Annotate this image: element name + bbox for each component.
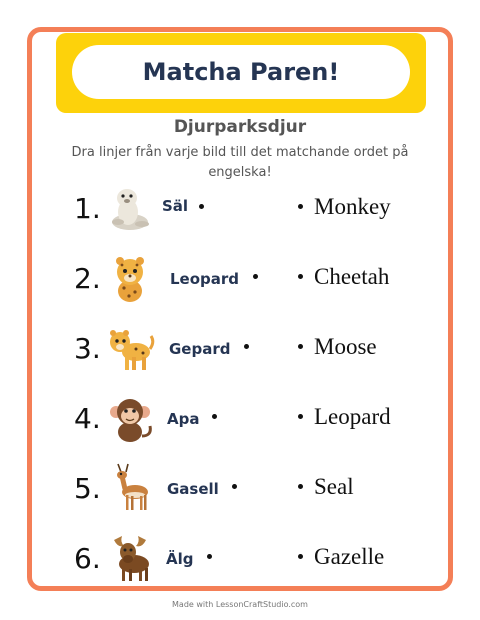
- row-number: 2.: [74, 262, 101, 295]
- english-word: Seal: [314, 474, 354, 499]
- cheetah-icon: [104, 322, 156, 374]
- page-title: Matcha Paren!: [72, 45, 410, 99]
- left-match-dot[interactable]: [253, 274, 258, 279]
- right-match-dot[interactable]: [298, 344, 303, 349]
- match-row-1: [0, 180, 480, 240]
- english-word: Monkey: [314, 194, 391, 219]
- seal-icon: [104, 182, 156, 234]
- swedish-word: Gepard: [169, 340, 231, 358]
- swedish-word: Säl: [162, 197, 189, 215]
- footer-credit: Made with LessonCraftStudio.com: [172, 600, 308, 609]
- english-word: Gazelle: [314, 544, 385, 569]
- left-match-dot[interactable]: [207, 554, 212, 559]
- right-match-dot[interactable]: [298, 274, 303, 279]
- row-number: 4.: [74, 402, 101, 435]
- swedish-word: Leopard: [170, 270, 240, 288]
- swedish-word: Älg: [166, 550, 194, 568]
- right-match-dot[interactable]: [298, 414, 303, 419]
- right-match-dot[interactable]: [298, 554, 303, 559]
- swedish-word: Gasell: [167, 480, 219, 498]
- right-match-dot[interactable]: [298, 484, 303, 489]
- row-number: 5.: [74, 472, 101, 505]
- swedish-word: Apa: [167, 410, 200, 428]
- match-row-4: [0, 390, 480, 450]
- gazelle-icon: [104, 462, 156, 514]
- match-row-3: [0, 320, 480, 380]
- row-number: 6.: [74, 542, 101, 575]
- row-number: 3.: [74, 332, 101, 365]
- leopard-icon: [104, 252, 156, 304]
- english-word: Moose: [314, 334, 377, 359]
- left-match-dot[interactable]: [232, 484, 237, 489]
- match-row-5: [0, 460, 480, 520]
- monkey-icon: [104, 392, 156, 444]
- left-match-dot[interactable]: [212, 414, 217, 419]
- left-match-dot[interactable]: [199, 204, 204, 209]
- instructions: Dra linjer från varje bild till det matchande ordet på engelska!: [71, 145, 409, 180]
- right-match-dot[interactable]: [298, 204, 303, 209]
- match-row-6: [0, 530, 480, 590]
- left-match-dot[interactable]: [244, 344, 249, 349]
- match-row-2: [0, 250, 480, 310]
- english-word: Cheetah: [314, 264, 390, 289]
- row-number: 1.: [74, 192, 101, 225]
- worksheet-subtitle: Djurparksdjur: [173, 117, 307, 137]
- english-word: Leopard: [314, 404, 391, 429]
- moose-icon: [104, 532, 156, 584]
